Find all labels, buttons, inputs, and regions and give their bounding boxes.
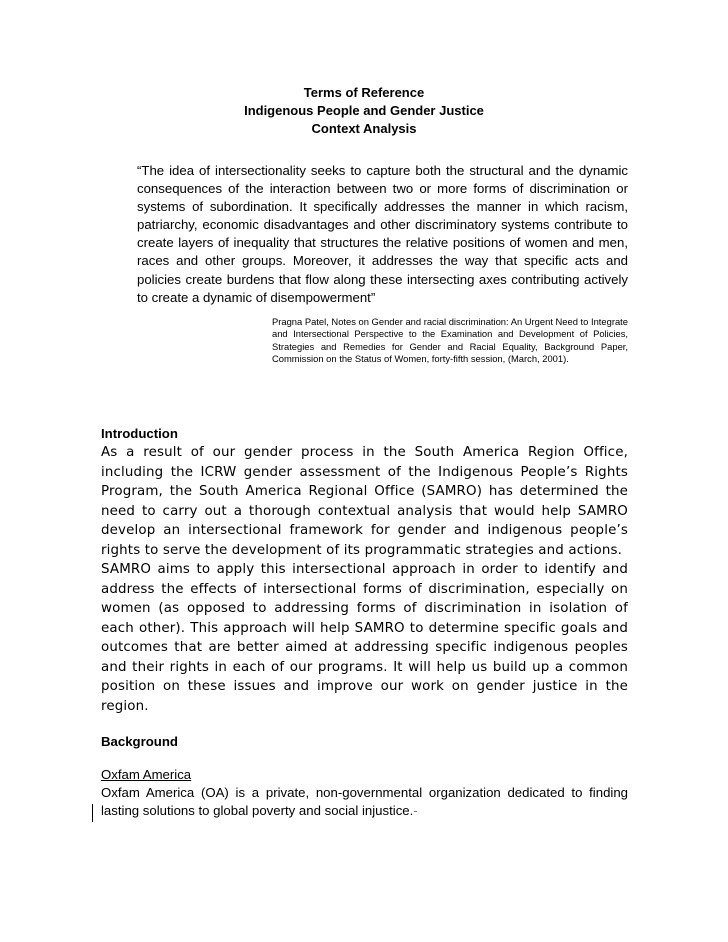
title-terms-of-reference: Terms of Reference [303, 85, 425, 100]
tracked-change-mark: - [413, 803, 418, 818]
oxfam-america-paragraph [101, 784, 628, 820]
document-title-block [0, 84, 728, 138]
oxfam-america-text: Oxfam America (OA) is a private, non-governmental organization dedicated to finding lasting solutions to global poverty and social injustice. [101, 785, 628, 818]
oxfam-america-subheading: Oxfam America [101, 767, 192, 782]
introduction-heading: Introduction [101, 426, 178, 441]
introduction-paragraph-2: SAMRO aims to apply this intersectional approach in order to identify and address the effects of intersectional forms of discrimination, especially on women (as opposed to addressing forms of discrimination in isolation of each other). This approach will help SAMRO to determine specific goals and outcomes that are better aimed at addressing specific indigenous peoples and their rights in each of our programs. It will help us build up a common position on these issues and improve our work on gender justice in the region. [101, 562, 628, 714]
revision-change-bar [92, 804, 93, 822]
title-project-name: Indigenous People and Gender Justice [244, 103, 484, 118]
quote-text: “The idea of intersectionality seeks to capture both the structural and the dynamic consequences of the interaction between two or more forms of discrimination or systems of subordination. It specifically addresses the manner in which racism, patriarchy, economic disadvantages and other discriminatory systems contribute to create layers of inequality that structures the relative positions of women and men, races and other groups. Moreover, it addresses the way that specific acts and policies create burdens that flow along these intersecting axes contributing actively to create a dynamic of disempowerment” [137, 163, 628, 305]
title-context-analysis: Context Analysis [311, 121, 417, 136]
intersectionality-quote [137, 162, 628, 307]
background-heading: Background [101, 734, 178, 749]
introduction-paragraph-1: As a result of our gender process in the South America Region Office, including the ICRW gender assessment of the Indigenous People’s Rights Program, the South America Regional Office (SAMRO) has determined the need to carry out a thorough contextual analysis that would help SAMRO develop an intersectional framework for gender and indigenous people’s rights to serve the development of its programmatic strategies and actions. [101, 445, 628, 558]
quote-citation: Pragna Patel, Notes on Gender and racial discrimination: An Urgent Need to Integrate and Intersectional Perspective to the Examination and Development of Policies, Strategies and Remedies for Gender and Racial Equality, Background Paper, Commission on the Status of Women, forty-fifth session, (March, 2001). [272, 316, 628, 365]
